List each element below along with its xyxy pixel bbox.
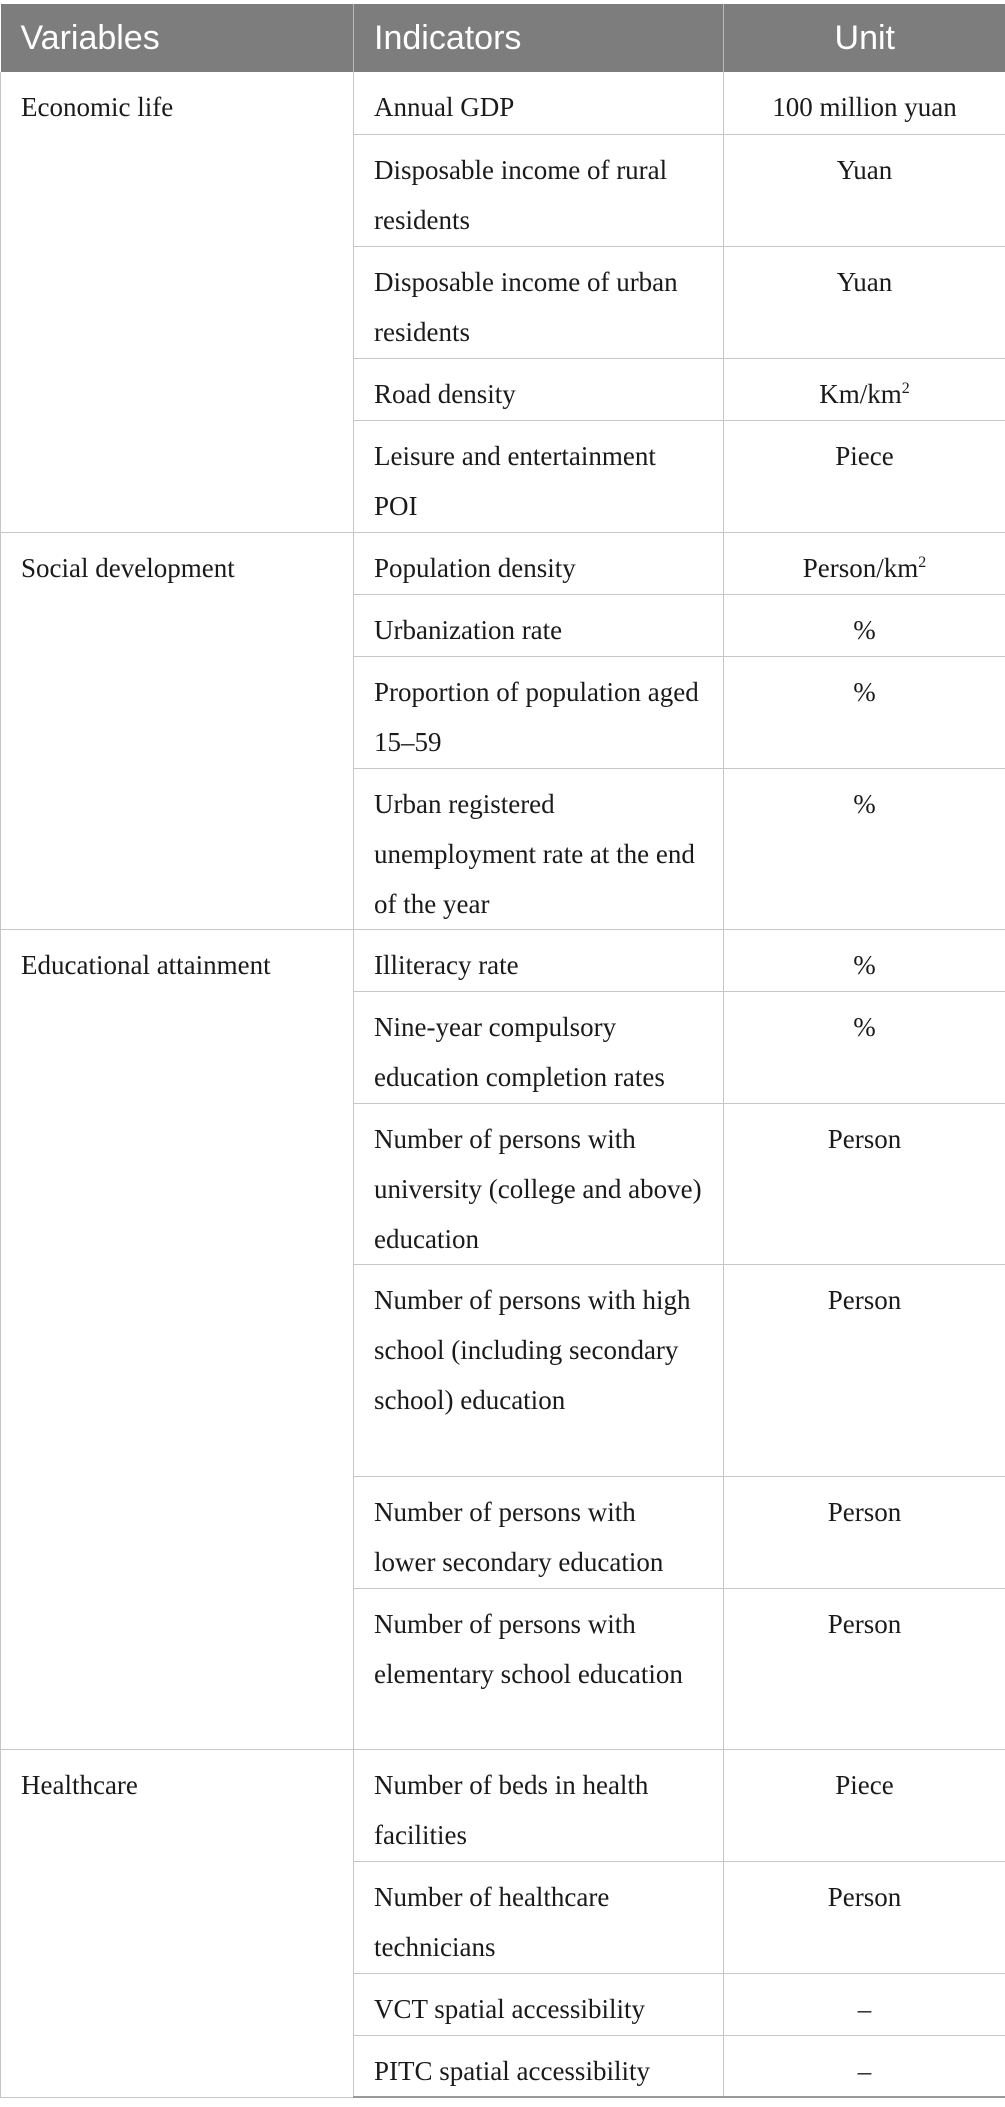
unit-text: Person/km: [802, 552, 919, 583]
unit-text: Piece: [835, 1769, 894, 1800]
unit-text: %: [853, 676, 876, 707]
table-row: [1, 929, 1005, 991]
unit-text: %: [853, 788, 876, 819]
header-unit: Unit: [724, 4, 1005, 72]
indicator-cell: Urbanization rate: [354, 594, 724, 656]
table-row: [1, 1749, 1005, 1861]
unit-text: %: [853, 614, 876, 645]
table-header: [1, 4, 1005, 72]
indicator-cell: Urban registered unemployment rate at the end of the year: [354, 768, 724, 929]
indicator-cell: Proportion of population aged 15–59: [354, 656, 724, 768]
unit-text: Yuan: [836, 154, 893, 185]
variable-cell: Educational attainment: [1, 929, 354, 1749]
indicator-cell: Nine-year compulsory education completion rates: [354, 991, 724, 1103]
header-variables: Variables: [1, 4, 354, 72]
unit-cell: [724, 656, 1005, 768]
table-row: [1, 532, 1005, 594]
unit-cell: [724, 1861, 1005, 1973]
indicator-cell: Number of healthcare technicians: [354, 1861, 724, 1973]
indicator-cell: Number of persons with elementary school education: [354, 1588, 724, 1749]
variable-cell: Economic life: [1, 72, 354, 532]
unit-text: Km/km: [819, 378, 902, 409]
unit-text: Person: [827, 1608, 902, 1639]
unit-text: %: [853, 1011, 876, 1042]
unit-text: Person: [827, 1881, 902, 1912]
variable-cell: Healthcare: [1, 1749, 354, 2097]
unit-cell: [724, 72, 1005, 134]
indicator-cell: Leisure and entertainment POI: [354, 420, 724, 532]
indicator-table: [0, 4, 1005, 2098]
unit-cell: [724, 1476, 1005, 1588]
unit-text: Person: [827, 1284, 902, 1315]
variable-cell: Social development: [1, 532, 354, 929]
unit-cell: [724, 1749, 1005, 1861]
indicator-cell: Number of persons with university (college and above) education: [354, 1103, 724, 1264]
unit-cell: [724, 134, 1005, 246]
unit-cell: [724, 1973, 1005, 2035]
indicator-cell: Population density: [354, 532, 724, 594]
unit-superscript: 2: [901, 379, 910, 397]
unit-cell: [724, 420, 1005, 532]
unit-cell: [724, 358, 1005, 420]
unit-cell: [724, 532, 1005, 594]
table-body: [1, 72, 1005, 2097]
indicator-cell: PITC spatial accessibility: [354, 2035, 724, 2097]
unit-cell: [724, 594, 1005, 656]
unit-text: 100 million yuan: [772, 92, 957, 122]
unit-cell: [724, 1103, 1005, 1264]
indicator-cell: Disposable income of rural residents: [354, 134, 724, 246]
indicator-cell: Road density: [354, 358, 724, 420]
indicator-cell: Annual GDP: [354, 72, 724, 134]
header-row: [1, 4, 1005, 72]
unit-cell: [724, 246, 1005, 358]
unit-cell: [724, 1264, 1005, 1476]
unit-cell: [724, 929, 1005, 991]
table-row: [1, 72, 1005, 134]
indicator-cell: Number of persons with high school (including secondary school) education: [354, 1264, 724, 1476]
unit-text: –: [857, 2055, 872, 2086]
indicator-cell: VCT spatial accessibility: [354, 1973, 724, 2035]
unit-text: %: [853, 949, 876, 980]
unit-cell: [724, 991, 1005, 1103]
unit-superscript: 2: [918, 553, 927, 571]
indicator-cell: Number of persons with lower secondary education: [354, 1476, 724, 1588]
unit-cell: [724, 2035, 1005, 2097]
indicator-cell: Number of beds in health facilities: [354, 1749, 724, 1861]
indicator-cell: Illiteracy rate: [354, 929, 724, 991]
unit-cell: [724, 768, 1005, 929]
unit-text: Person: [827, 1123, 902, 1154]
header-indicators: Indicators: [354, 4, 724, 72]
unit-text: Person: [827, 1496, 902, 1527]
unit-text: Piece: [835, 440, 894, 471]
indicator-cell: Disposable income of urban residents: [354, 246, 724, 358]
unit-text: –: [857, 1993, 872, 2024]
unit-cell: [724, 1588, 1005, 1749]
unit-text: Yuan: [836, 266, 893, 297]
